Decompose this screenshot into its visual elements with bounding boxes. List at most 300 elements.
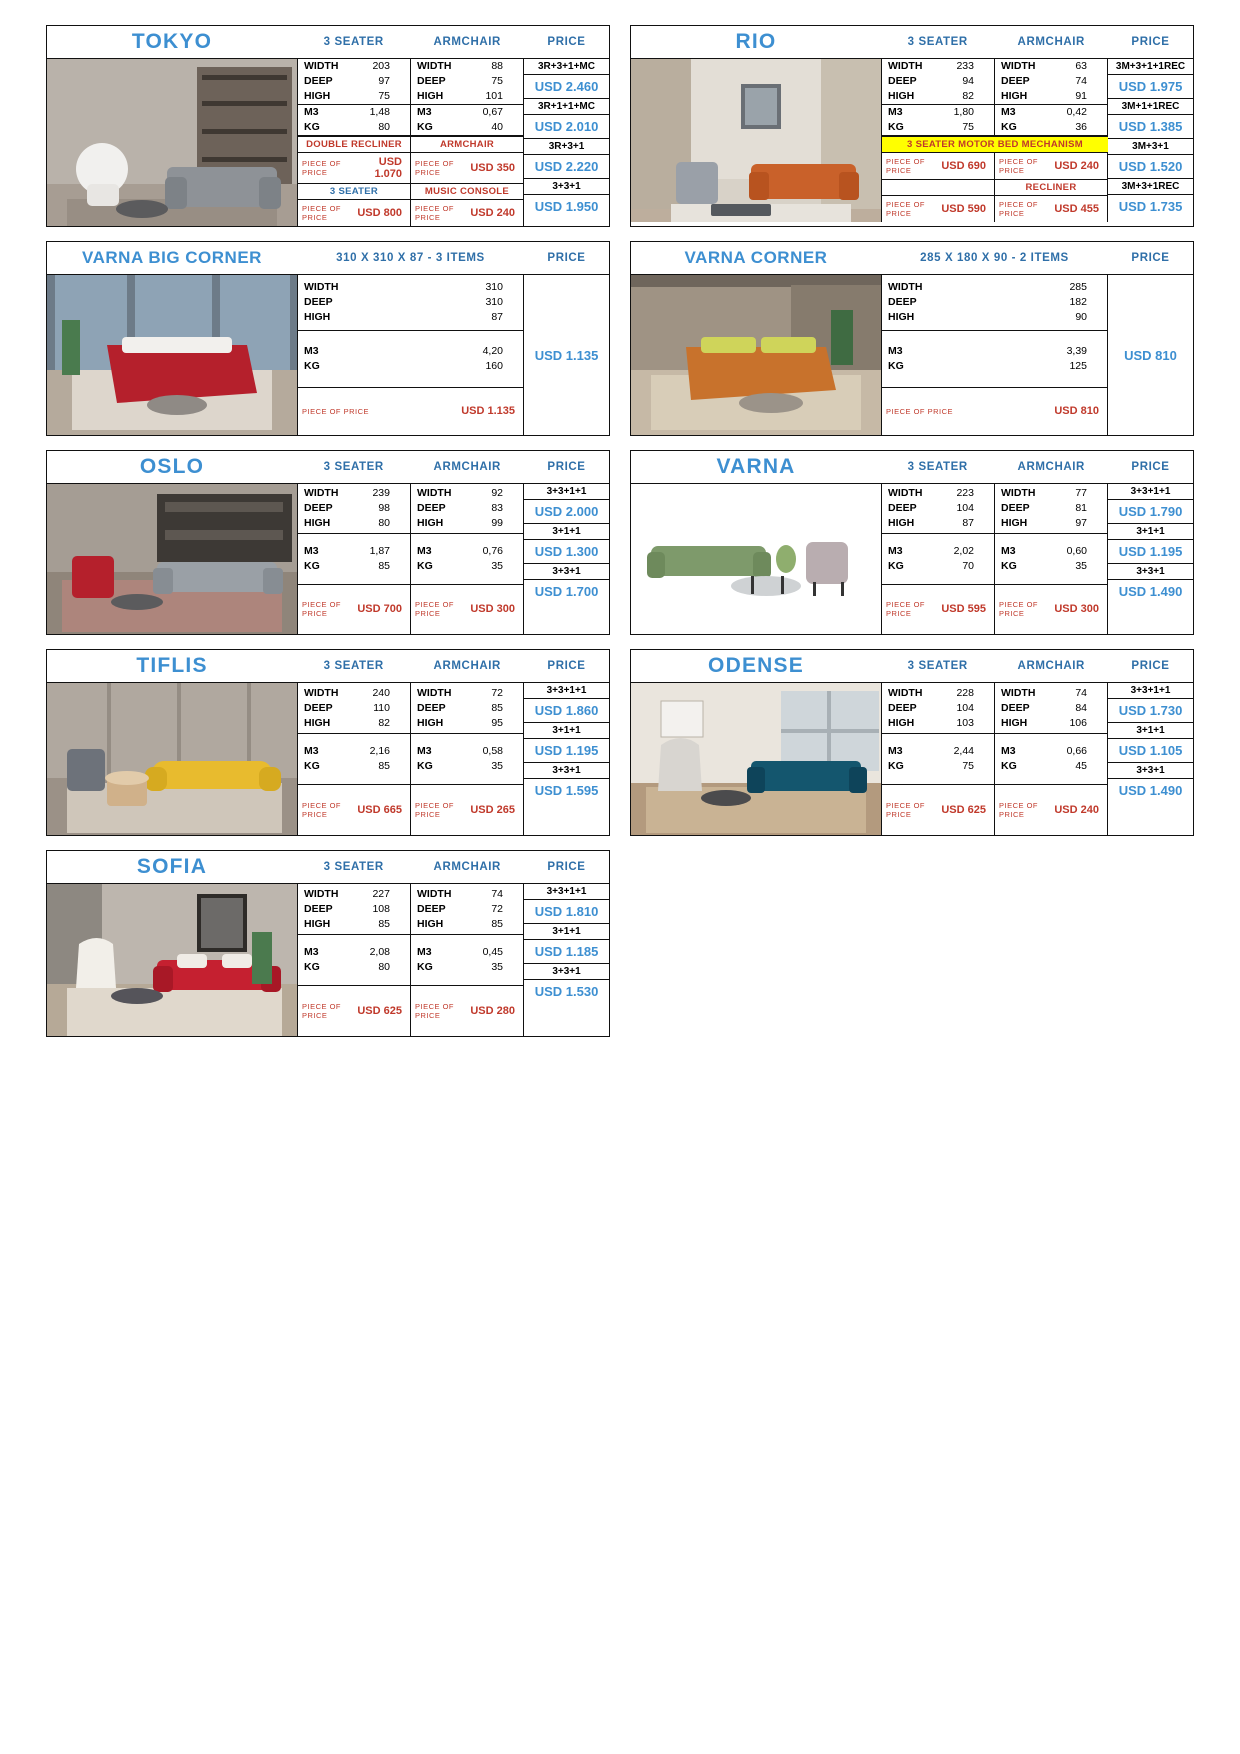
product-photo-varna-big-corner [47,275,298,435]
subheader-armchair: ARMCHAIR [411,137,524,152]
combo-label: 3+3+1+1 [524,884,609,900]
price-total: USD 1.135 [534,347,599,363]
value-deep: 182 [1069,296,1087,309]
label-high: HIGH [1001,517,1028,530]
product-card-varna-corner [630,241,1194,436]
combo-label: 3+3+1+1 [524,683,609,699]
label-width: WIDTH [304,686,339,699]
piece-price-cell [995,153,1108,179]
piece-price-cell [298,785,411,835]
label-m3: M3 [1001,745,1016,757]
value-width: 239 [372,487,390,500]
label-width: WIDTH [1001,686,1036,699]
piece-of-price-value: USD 590 [941,203,986,215]
combo-label: 3M+3+1+1REC [1108,59,1193,75]
dimensions-armchair [411,484,524,533]
price-block [1108,524,1193,564]
product-photo-varna-corner [631,275,882,435]
combo-price: USD 1.860 [534,703,599,718]
volume-row [298,734,524,785]
dimensions-3seater [298,683,411,733]
subheader-double-recliner: DOUBLE RECLINER [298,137,411,152]
label-deep: DEEP [304,902,333,915]
piece-price-cell [995,785,1108,835]
label-kg: KG [1001,559,1017,572]
value-width: 203 [372,60,390,72]
subheader-row-1 [298,136,524,153]
piece-of-price-label: PIECE OF PRICE [302,159,342,177]
piece-of-price-value: USD 350 [470,162,515,174]
photo-illustration [631,683,881,835]
product-title: TIFLIS [136,654,208,677]
volume-armchair [411,734,524,784]
label-m3: M3 [1001,106,1016,118]
piece-of-price-value: USD 300 [470,603,515,616]
label-width: WIDTH [304,281,339,294]
label-kg: KG [1001,121,1017,133]
value-width: 310 [485,281,503,294]
dimensions-row [298,484,524,534]
label-width: WIDTH [888,60,923,72]
label-width: WIDTH [417,686,452,699]
value-width: 92 [491,487,503,500]
photo-illustration [47,884,297,1036]
label-kg: KG [304,359,320,372]
label-deep: DEEP [888,701,917,714]
label-deep: DEEP [1001,75,1030,87]
column-header-3seater: 3 SEATER [907,461,968,473]
label-width: WIDTH [888,281,923,294]
value-deep: 310 [485,296,503,309]
piece-price-cell [298,200,411,226]
card-header [47,851,609,884]
product-title: VARNA [716,455,796,478]
piece-price-row [882,585,1108,634]
piece-price-cell [298,986,411,1036]
combo-label: 3R+1+1+MC [524,99,609,115]
label-high: HIGH [417,517,444,530]
piece-price-row [298,585,524,634]
product-photo-sofia [47,884,298,1036]
combo-price: USD 1.300 [534,544,599,559]
piece-of-price-label: PIECE OF PRICE [886,406,954,416]
piece-of-price-value: USD 700 [357,603,402,616]
product-title: OSLO [139,455,205,478]
combo-price: USD 1.700 [534,584,599,599]
spec-table [298,484,609,634]
piece-of-price-label: PIECE OF PRICE [999,801,1039,819]
label-high: HIGH [888,517,915,530]
label-m3: M3 [888,106,903,118]
product-title: VARNA CORNER [684,248,828,267]
column-header-price: PRICE [547,461,586,473]
piece-of-price-label: PIECE OF PRICE [302,1002,342,1020]
product-photo-tokyo [47,59,298,226]
subheader-row-2 [298,184,524,200]
column-header-3seater: 3 SEATER [907,36,968,48]
card-header [631,451,1193,484]
piece-of-price-label: PIECE OF PRICE [302,600,342,619]
column-header-3seater: 3 SEATER [323,861,384,873]
subheader-motor-bed-mechanism: 3 SEATER MOTOR BED MECHANISM [882,137,1108,152]
card-body [47,484,609,634]
price-block [524,179,609,218]
price-block [524,723,609,763]
dimensions-block [882,275,1107,331]
value-high: 85 [491,917,503,930]
value-width: 227 [372,887,390,900]
combo-label: 3+3+1+1 [1108,484,1193,500]
value-m3: 4,20 [482,344,503,357]
piece-price-cell [298,153,411,183]
piece-of-price-label: PIECE OF PRICE [999,157,1039,175]
column-header-armchair: ARMCHAIR [1017,660,1085,672]
value-kg: 75 [962,760,974,772]
product-grid [46,25,1194,1037]
volume-row [882,734,1108,785]
dimensions-row [882,484,1108,534]
label-width: WIDTH [417,887,452,900]
volume-armchair [995,734,1108,784]
value-m3: 1,48 [369,106,390,118]
combo-price: USD 1.105 [1118,743,1183,758]
label-kg: KG [304,760,320,772]
product-card-rio [630,25,1194,227]
price-column [1108,59,1193,222]
dimensions-row [298,884,524,935]
combo-label: 3+3+1 [524,964,609,980]
column-header-armchair: ARMCHAIR [1017,36,1085,48]
dimensions-armchair [411,683,524,733]
price-block [1108,484,1193,524]
value-deep: 110 [373,701,390,714]
combo-label: 3M+3+1REC [1108,179,1193,195]
dimensions-armchair [995,59,1108,104]
value-deep: 97 [378,75,390,87]
label-kg: KG [888,559,904,572]
piece-price-cell [995,585,1108,634]
price-block [524,139,609,179]
label-kg: KG [417,961,433,973]
card-body [631,484,1193,634]
combo-label: 3+3+1 [1108,564,1193,580]
value-m3: 1,80 [953,106,974,118]
value-deep: 83 [491,502,503,515]
value-width: 233 [956,60,974,72]
piece-of-price-value: USD 625 [357,1005,402,1017]
piece-price-row [882,785,1108,835]
value-width: 88 [491,60,503,72]
label-high: HIGH [1001,716,1028,729]
price-block [1108,723,1193,763]
piece-of-price-value: USD 240 [1054,804,1099,816]
piece-of-price-label: PIECE OF PRICE [886,600,926,619]
label-kg: KG [417,121,433,133]
spec-row-dimensions [882,275,1193,435]
card-body [47,884,609,1036]
value-deep: 74 [1075,75,1087,87]
column-header-armchair: ARMCHAIR [433,461,501,473]
volume-armchair [411,534,524,583]
column-header-3seater: 3 SEATER [323,660,384,672]
spec-measurements [298,683,524,835]
product-photo-oslo [47,484,298,634]
piece-of-price-value: USD 625 [941,804,986,816]
combo-price: USD 1.735 [1118,199,1183,214]
piece-price-cell [882,785,995,835]
photo-illustration [47,484,297,634]
value-width: 285 [1069,281,1087,294]
value-kg: 160 [485,359,503,372]
label-high: HIGH [888,716,915,729]
value-high: 82 [962,90,974,102]
column-header-3seater: 3 SEATER [323,36,384,48]
spec-table [298,884,609,1036]
value-kg: 35 [1075,559,1087,572]
label-m3: M3 [417,745,432,757]
combo-label: 3+3+1 [524,763,609,779]
value-kg: 35 [491,559,503,572]
dimensions-armchair [411,59,524,104]
value-m3: 2,02 [953,544,974,557]
piece-price-cell [298,585,411,634]
combo-label: 3+1+1 [1108,723,1193,739]
label-m3: M3 [304,106,319,118]
volume-row [882,105,1108,136]
combo-price: USD 1.195 [1118,544,1183,559]
label-deep: DEEP [417,75,446,87]
piece-of-price-value: USD 280 [470,1005,515,1017]
column-header-3seater: 3 SEATER [323,461,384,473]
spec-measurements [882,275,1108,435]
label-width: WIDTH [417,487,452,500]
spec-row-dimensions [882,683,1193,835]
combo-label: 3R+3+1+MC [524,59,609,75]
label-width: WIDTH [304,487,339,500]
combo-price: USD 2.010 [534,119,599,134]
subheader-row-2 [882,180,1108,196]
value-m3: 2,08 [369,946,390,958]
piece-price-row-1 [882,153,1108,180]
volume-armchair [995,534,1108,583]
card-body [631,275,1193,435]
photo-illustration [631,484,881,634]
value-kg: 45 [1075,760,1087,772]
piece-of-price-value: USD 690 [941,160,986,172]
combo-label: 3+3+1 [1108,763,1193,779]
label-deep: DEEP [417,902,446,915]
spec-measurements [882,683,1108,835]
value-m3: 0,42 [1066,106,1087,118]
photo-illustration [631,275,881,435]
volume-3seater [298,105,411,135]
price-column [524,59,609,226]
subheader-music-console: MUSIC CONSOLE [411,184,524,199]
label-m3: M3 [304,745,319,757]
label-width: WIDTH [1001,487,1036,500]
volume-3seater [298,734,411,784]
label-width: WIDTH [1001,60,1036,72]
value-deep: 81 [1075,502,1087,515]
piece-of-price-label: PIECE OF PRICE [415,801,455,819]
piece-of-price-label: PIECE OF PRICE [415,1002,455,1020]
price-total: USD 810 [1124,347,1177,363]
photo-illustration [47,683,297,835]
value-high: 87 [962,517,974,530]
product-card-varna-big-corner [46,241,610,436]
spec-measurements [882,484,1108,634]
label-m3: M3 [1001,544,1016,557]
price-block [524,683,609,723]
label-deep: DEEP [417,502,446,515]
piece-of-price-value: USD 810 [1054,405,1099,418]
piece-price-row-2 [298,200,524,226]
label-kg: KG [1001,760,1017,772]
label-m3: M3 [304,544,319,557]
column-header-3seater: 3 SEATER [907,660,968,672]
combo-label: 3M+3+1 [1108,139,1193,155]
product-title: VARNA BIG CORNER [82,248,262,267]
piece-of-price-value: USD 800 [357,207,402,219]
piece-of-price-label: PIECE OF PRICE [999,200,1039,218]
dimensions-3seater [882,484,995,533]
piece-of-price-label: PIECE OF PRICE [302,801,342,819]
label-m3: M3 [888,344,903,357]
volume-3seater [298,935,411,985]
label-width: WIDTH [888,686,923,699]
piece-of-price-label: PIECE OF PRICE [415,600,455,619]
dimensions-3seater [298,59,411,104]
card-body [47,683,609,835]
card-header [47,451,609,484]
label-high: HIGH [417,716,444,729]
label-m3: M3 [417,106,432,118]
spec-row-dimensions [298,683,609,835]
label-m3: M3 [304,344,319,357]
card-body [47,59,609,226]
value-deep: 104 [956,701,974,714]
label-deep: DEEP [304,296,333,309]
photo-illustration [47,59,297,226]
product-card-odense [630,649,1194,836]
label-width: WIDTH [304,60,339,72]
combo-label: 3+1+1 [524,524,609,540]
combo-label: 3+3+1 [524,179,609,195]
product-photo-varna [631,484,882,634]
column-header-price: PRICE [547,36,586,48]
combo-label: 3R+3+1 [524,139,609,155]
dimensions-row [298,59,524,105]
price-block [524,884,609,924]
combo-price: USD 1.490 [1118,783,1183,798]
label-deep: DEEP [888,296,917,309]
combo-price: USD 2.220 [534,159,599,174]
piece-of-price-value: USD 240 [470,207,515,219]
card-header [631,650,1193,683]
product-card-oslo [46,450,610,635]
label-high: HIGH [304,716,331,729]
spec-table [298,275,609,435]
product-title: TOKYO [131,30,213,53]
dimensions-row [882,59,1108,105]
label-m3: M3 [304,946,319,958]
label-m3: M3 [417,946,432,958]
piece-price-cell [411,785,524,835]
value-high: 103 [956,716,974,729]
label-kg: KG [304,121,320,133]
piece-of-price-value: USD 240 [1054,160,1099,172]
spec-table [882,683,1193,835]
column-header-armchair: ARMCHAIR [433,660,501,672]
combo-price: USD 1.520 [1118,159,1183,174]
price-block [524,763,609,802]
value-kg: 125 [1069,359,1087,372]
price-block [524,484,609,524]
volume-block [882,331,1107,387]
price-column [524,683,609,835]
volume-block [298,331,523,387]
value-m3: 0,60 [1066,544,1087,557]
piece-of-price-label: PIECE OF PRICE [886,157,926,175]
combo-price: USD 1.195 [534,743,599,758]
label-deep: DEEP [1001,701,1030,714]
product-title: ODENSE [708,654,804,677]
dimensions-3seater [882,683,995,733]
value-kg: 80 [378,121,390,133]
piece-of-price-label: PIECE OF PRICE [886,801,926,819]
card-header [47,650,609,683]
column-header-price: PRICE [1131,252,1170,264]
combo-price: USD 1.595 [534,783,599,798]
label-high: HIGH [888,90,915,102]
piece-price-row-1 [298,153,524,184]
volume-row [298,935,524,986]
volume-3seater [882,105,995,135]
dimensions-armchair [995,484,1108,533]
card-body [47,275,609,435]
price-block [524,924,609,964]
price-column [524,884,609,1036]
label-kg: KG [417,559,433,572]
card-body [631,683,1193,835]
label-high: HIGH [888,311,915,324]
column-header-price: PRICE [1131,461,1170,473]
value-kg: 70 [962,559,974,572]
combo-price: USD 1.385 [1118,119,1183,134]
spec-measurements [298,484,524,634]
label-kg: KG [304,961,320,973]
value-high: 80 [378,517,390,530]
combo-label: 3+3+1+1 [1108,683,1193,699]
piece-price-cell [882,196,995,222]
combo-price: USD 1.185 [534,944,599,959]
piece-price-cell [411,153,524,183]
card-header [631,242,1193,275]
value-deep: 108 [372,902,390,915]
label-kg: KG [888,359,904,372]
price-column [1108,484,1193,634]
dimensions-summary: 285 X 180 X 90 - 2 ITEMS [920,252,1069,264]
value-deep: 84 [1075,701,1087,714]
combo-price: USD 1.975 [1118,79,1183,94]
piece-of-price-label: PIECE OF PRICE [302,406,370,416]
card-header [631,26,1193,59]
piece-of-price-value: USD 665 [357,804,402,816]
spec-table [882,484,1193,634]
value-high: 91 [1075,90,1087,102]
value-m3: 0,76 [482,544,503,557]
label-high: HIGH [417,917,444,930]
